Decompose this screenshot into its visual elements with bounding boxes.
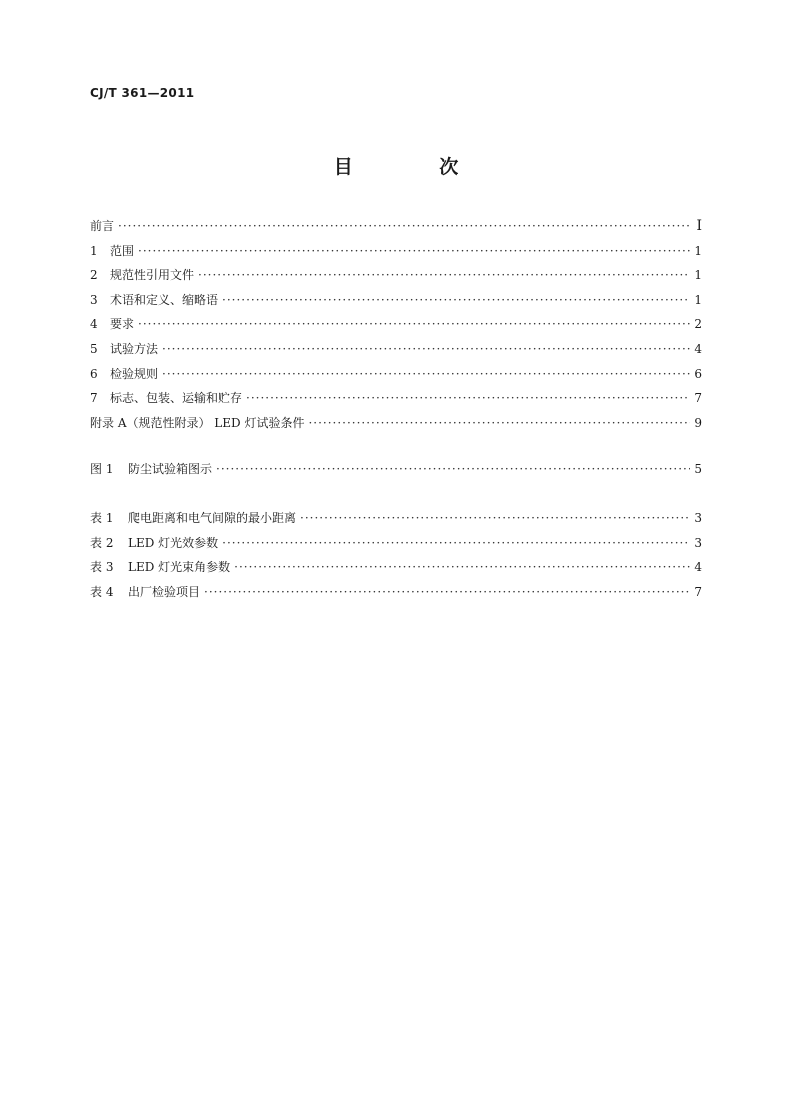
leader-dots [198, 263, 690, 288]
toc-entry-number: 2 [90, 268, 98, 283]
toc-table-3[interactable] [90, 555, 702, 580]
toc-entry-page: 2 [694, 317, 702, 332]
toc-entry-number: 7 [90, 391, 98, 406]
toc-entry-page: Ⅰ [696, 218, 702, 234]
toc-entry-page: 5 [694, 462, 702, 476]
toc-entry-2[interactable] [90, 263, 702, 288]
toc-entry-page: 1 [694, 268, 702, 283]
toc-entry-page: 7 [694, 391, 702, 406]
toc-table-1[interactable] [90, 506, 702, 531]
toc-entry-page: 4 [694, 560, 702, 575]
leader-dots [204, 580, 690, 605]
toc-entry-label: LED 灯光束角参数 [128, 560, 231, 575]
toc-entry-annex-a[interactable] [90, 411, 702, 436]
toc-entry-label: 出厂检验项目 [128, 584, 201, 599]
toc-entry-3[interactable] [90, 288, 702, 313]
toc-entry-4[interactable] [90, 312, 702, 337]
toc-entry-5[interactable] [90, 337, 702, 362]
toc-entry-number: 表 3 [90, 560, 114, 575]
leader-dots [138, 312, 690, 337]
leader-dots [300, 506, 690, 531]
toc-entry-label: 附录 A（规范性附录） LED 灯试验条件 [90, 415, 305, 430]
standard-code: CJ/T 361—2011 [90, 86, 195, 100]
toc-entry-label: 标志、包装、运输和贮存 [110, 391, 243, 406]
toc-figure-1[interactable] [90, 457, 702, 482]
leader-dots [118, 214, 690, 239]
toc-main-section [90, 214, 702, 435]
toc-entry-7[interactable] [90, 386, 702, 411]
toc-entry-page: 3 [694, 511, 702, 525]
toc-entry-number: 6 [90, 366, 98, 381]
toc-entry-number: 4 [90, 317, 98, 332]
toc-entry-label: 前言 [90, 219, 115, 233]
toc-figures-section [90, 457, 702, 482]
toc-table-2[interactable] [90, 531, 702, 556]
leader-dots [308, 411, 690, 436]
toc-entry-number: 表 2 [90, 535, 114, 550]
leader-dots [162, 337, 690, 362]
toc-entry-label: 爬电距离和电气间隙的最小距离 [128, 511, 297, 525]
toc-entry-page: 9 [694, 415, 702, 430]
toc-entry-label: LED 灯光效参数 [128, 535, 219, 550]
toc-entry-number: 图 1 [90, 462, 114, 476]
leader-dots [234, 555, 690, 580]
leader-dots [216, 457, 690, 482]
leader-dots [246, 386, 690, 411]
leader-dots [162, 362, 690, 387]
toc-entry-page: 1 [694, 243, 702, 258]
toc-entry-number: 表 4 [90, 584, 114, 599]
toc-entry-number: 1 [90, 243, 98, 258]
toc-entry-label: 范围 [110, 243, 135, 258]
toc-entry-label: 检验规则 [110, 366, 159, 381]
leader-dots [138, 239, 690, 264]
toc-entry-number: 表 1 [90, 511, 114, 525]
toc-entry-page: 4 [694, 341, 702, 356]
toc-entry-foreword[interactable] [90, 214, 702, 239]
toc-entry-label: 术语和定义、缩略语 [110, 292, 219, 307]
leader-dots [222, 288, 690, 313]
leader-dots [222, 531, 690, 556]
toc-entry-label: 防尘试验箱图示 [128, 462, 213, 476]
toc-entry-page: 6 [694, 366, 702, 381]
toc-table-4[interactable] [90, 580, 702, 605]
toc-entry-number: 5 [90, 341, 98, 356]
toc-entry-page: 1 [694, 292, 702, 307]
toc-entry-page: 3 [694, 535, 702, 550]
page-title: 目 次 [333, 156, 499, 178]
toc-entry-label: 要求 [110, 317, 135, 332]
toc-entry-label: 规范性引用文件 [110, 268, 195, 283]
toc-entry-page: 7 [694, 584, 702, 599]
toc-entry-6[interactable] [90, 362, 702, 387]
toc-entry-label: 试验方法 [110, 341, 159, 356]
toc-entry-1[interactable] [90, 239, 702, 264]
toc-tables-section [90, 506, 702, 604]
toc-entry-number: 3 [90, 292, 98, 307]
